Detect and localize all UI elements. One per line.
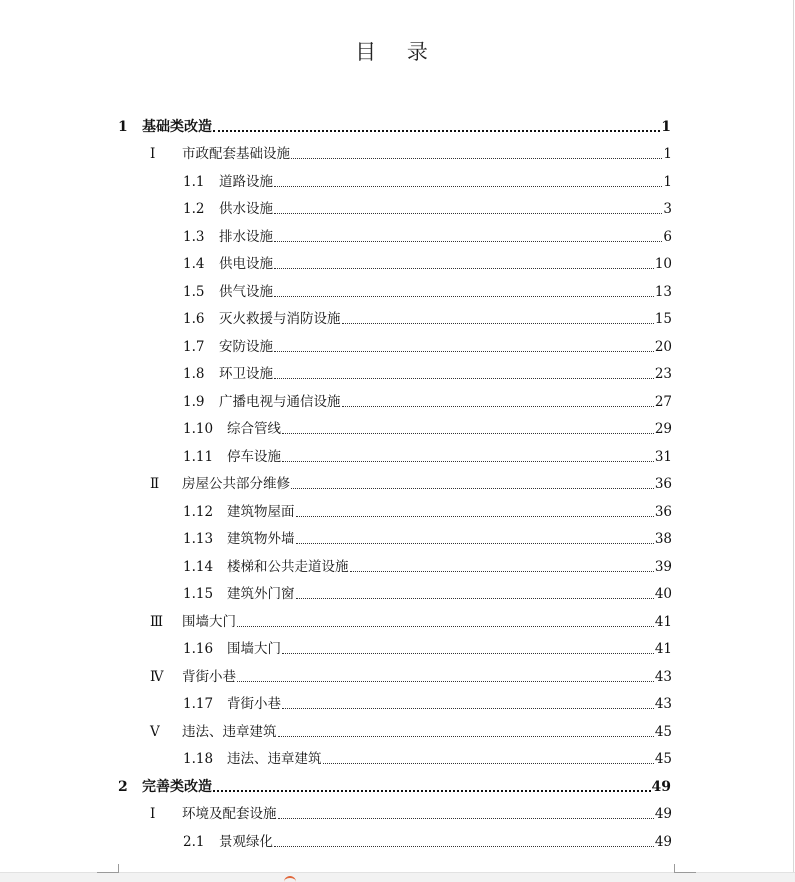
toc-entry[interactable] [183, 359, 672, 386]
toc-entry[interactable] [183, 277, 672, 304]
toc-entry-page: 49 [654, 834, 672, 850]
toc-entry-page: 43 [654, 669, 672, 685]
toc-entry-number: Ⅴ [150, 724, 160, 740]
toc-entry-page: 1 [661, 119, 671, 135]
toc-entry-label: 景观绿化 [219, 834, 273, 850]
toc-entry-label: 环卫设施 [219, 366, 273, 382]
toc-entry-number: 2.1 [183, 834, 205, 850]
toc-leader-dots [274, 845, 654, 847]
toc-entry-page: 1 [663, 174, 672, 190]
toc-entry[interactable] [150, 717, 672, 744]
page-edge-line [793, 0, 794, 881]
toc-entry-page: 49 [651, 779, 671, 795]
toc-entry-label: 房屋公共部分维修 [182, 476, 290, 492]
toc-entry-label: 停车设施 [227, 449, 281, 465]
toc-leader-dots [296, 542, 654, 544]
toc-entry-page: 45 [654, 724, 672, 740]
toc-leader-dots [296, 515, 654, 517]
toc-entry-number: 1.11 [183, 449, 214, 465]
toc-entry-page: 23 [654, 366, 672, 382]
toc-entry[interactable] [183, 579, 672, 606]
toc-leader-dots [291, 157, 662, 159]
toc-entry[interactable] [118, 112, 671, 139]
toc-entry-label: 排水设施 [219, 229, 273, 245]
toc-entry[interactable] [183, 634, 672, 661]
toc-entry-label: 建筑物屋面 [227, 504, 295, 520]
crop-mark-right [674, 872, 696, 873]
toc-entry-number: Ⅲ [150, 614, 164, 630]
toc-leader-dots [274, 185, 662, 187]
toc-entry-number: 1.8 [183, 366, 205, 382]
toc-entry-page: 29 [654, 421, 672, 437]
toc-entry[interactable] [150, 662, 672, 689]
toc-entry-label: 供电设施 [219, 256, 273, 272]
toc-entry[interactable] [183, 414, 672, 441]
toc-entry-page: 49 [654, 806, 672, 822]
toc-entry[interactable] [183, 194, 672, 221]
toc-entry[interactable] [150, 799, 672, 826]
toc-entry-page: 43 [654, 696, 672, 712]
toc-entry-label: 广播电视与通信设施 [219, 394, 341, 410]
toc-leader-dots [278, 817, 654, 819]
toc-entry[interactable] [183, 497, 672, 524]
toc-leader-dots [296, 597, 654, 599]
toc-entry-label: 完善类改造 [142, 779, 212, 795]
toc-leader-dots [342, 405, 654, 407]
toc-leader-dots [350, 570, 654, 572]
toc-entry-number: 1.1 [183, 174, 205, 190]
toc-leader-dots [274, 267, 654, 269]
toc-entry-label: 综合管线 [227, 421, 281, 437]
toc-entry-label: 背街小巷 [182, 669, 236, 685]
toc-entry-number: Ⅰ [150, 146, 156, 162]
toc-entry[interactable] [183, 387, 672, 414]
toc-entry-number: 1.17 [183, 696, 214, 712]
toc-entry-number: 1.13 [183, 531, 214, 547]
toc-leader-dots [213, 789, 651, 792]
toc-entry-page: 10 [654, 256, 672, 272]
toc-entry-label: 道路设施 [219, 174, 273, 190]
toc-entry-label: 供气设施 [219, 284, 273, 300]
toc-entry-label: 灭火救援与消防设施 [219, 311, 341, 327]
toc-entry-number: 1.3 [183, 229, 205, 245]
toc-entry-label: 市政配套基础设施 [182, 146, 290, 162]
toc-entry[interactable] [150, 469, 672, 496]
toc-entry-label: 违法、违章建筑 [182, 724, 277, 740]
toc-entry-label: 建筑物外墙 [227, 531, 295, 547]
toc-entry[interactable] [183, 222, 672, 249]
toc-entry-number: 1.14 [183, 559, 214, 575]
toc-entry-number: 1.12 [183, 504, 214, 520]
toc-leader-dots [213, 129, 660, 132]
toc-entry[interactable] [183, 524, 672, 551]
toc-leader-dots [274, 240, 662, 242]
toc-leader-dots [274, 212, 662, 214]
toc-entry-number: 1.6 [183, 311, 205, 327]
toc-entry-page: 39 [654, 559, 672, 575]
toc-entry-page: 41 [654, 641, 672, 657]
toc-entry-label: 违法、违章建筑 [227, 751, 322, 767]
toc-entry-number: 1.4 [183, 256, 205, 272]
next-page-mark [284, 876, 296, 882]
toc-entry-label: 环境及配套设施 [182, 806, 277, 822]
toc-entry[interactable] [183, 442, 672, 469]
toc-entry[interactable] [150, 139, 672, 166]
toc-entry[interactable] [183, 304, 672, 331]
toc-leader-dots [237, 680, 654, 682]
toc-leader-dots [274, 377, 654, 379]
toc-entry-number: Ⅳ [150, 669, 164, 685]
toc-entry[interactable] [183, 827, 672, 854]
toc-leader-dots [282, 432, 654, 434]
toc-entry-page: 36 [654, 504, 672, 520]
toc-entry-number: 1.2 [183, 201, 205, 217]
toc-entry-label: 围墙大门 [227, 641, 281, 657]
toc-leader-dots [282, 460, 654, 462]
toc-entry[interactable] [183, 249, 672, 276]
toc-entry-page: 13 [654, 284, 672, 300]
toc-entry[interactable] [183, 552, 672, 579]
crop-mark-left [97, 872, 119, 873]
toc-entry-page: 38 [654, 531, 672, 547]
toc-entry-number: 2 [118, 779, 128, 795]
toc-entry[interactable] [183, 332, 672, 359]
toc-entry-page: 3 [663, 201, 672, 217]
toc-leader-dots [282, 652, 654, 654]
toc-leader-dots [291, 487, 654, 489]
toc-entry-page: 20 [654, 339, 672, 355]
toc-entry-page: 31 [654, 449, 672, 465]
toc-entry-page: 27 [654, 394, 672, 410]
toc-entry-label: 供水设施 [219, 201, 273, 217]
toc-entry-page: 40 [654, 586, 672, 602]
toc-entry-number: 1.18 [183, 751, 214, 767]
toc-entry-page: 1 [663, 146, 672, 162]
toc-leader-dots [237, 625, 654, 627]
toc-entry-number: Ⅰ [150, 806, 156, 822]
toc-entry-number: 1.7 [183, 339, 205, 355]
toc-entry[interactable] [183, 744, 672, 771]
toc-entry-number: 1.15 [183, 586, 214, 602]
toc-leader-dots [274, 295, 654, 297]
toc-leader-dots [282, 707, 654, 709]
toc-entry-page: 6 [663, 229, 672, 245]
toc-entry-page: 36 [654, 476, 672, 492]
toc-entry[interactable] [183, 689, 672, 716]
toc-entry[interactable] [118, 772, 671, 799]
toc-entry-label: 围墙大门 [182, 614, 236, 630]
toc-entry-number: 1.10 [183, 421, 214, 437]
toc-entry[interactable] [183, 167, 672, 194]
toc-entry-label: 基础类改造 [142, 119, 212, 135]
toc-entry-number: 1.5 [183, 284, 205, 300]
toc-entry-number: 1.16 [183, 641, 214, 657]
toc-entry-label: 建筑外门窗 [227, 586, 295, 602]
toc-leader-dots [323, 762, 654, 764]
toc-entry-page: 41 [654, 614, 672, 630]
toc-entry-number: Ⅱ [150, 476, 160, 492]
toc-entry-label: 背街小巷 [227, 696, 281, 712]
toc-entry-number: 1 [118, 119, 128, 135]
page-title: 目 录 [355, 40, 440, 64]
toc-entry-page: 45 [654, 751, 672, 767]
toc-entry-label: 安防设施 [219, 339, 273, 355]
toc-leader-dots [278, 735, 654, 737]
toc-entry[interactable] [150, 607, 672, 634]
toc-entry-label: 楼梯和公共走道设施 [227, 559, 349, 575]
toc-leader-dots [342, 322, 654, 324]
toc-entry-page: 15 [654, 311, 672, 327]
toc-leader-dots [274, 350, 654, 352]
toc-entry-number: 1.9 [183, 394, 205, 410]
